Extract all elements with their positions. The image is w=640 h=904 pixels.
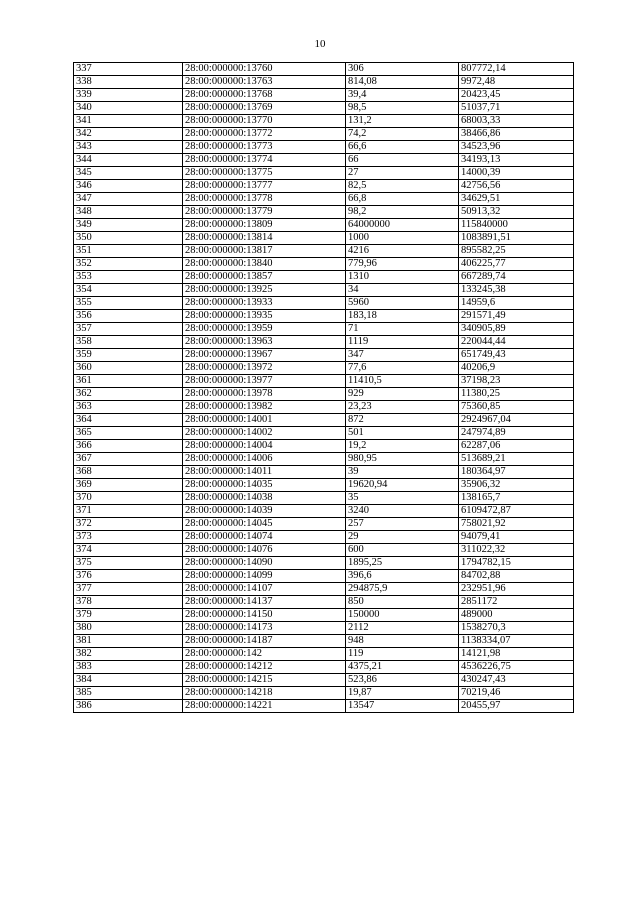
cadastral-number-cell: 28:00:000000:14045 bbox=[183, 518, 346, 531]
table-row bbox=[74, 232, 574, 245]
area-cell: 306 bbox=[346, 63, 459, 76]
table-row bbox=[74, 310, 574, 323]
area-cell: 257 bbox=[346, 518, 459, 531]
table-row bbox=[74, 271, 574, 284]
row-number-cell: 348 bbox=[74, 206, 183, 219]
cadastral-number-cell: 28:00:000000:13770 bbox=[183, 115, 346, 128]
value-cell: 68003,33 bbox=[459, 115, 574, 128]
area-cell: 29 bbox=[346, 531, 459, 544]
cadastral-number-cell: 28:00:000000:13777 bbox=[183, 180, 346, 193]
area-cell: 1895,25 bbox=[346, 557, 459, 570]
cadastral-number-cell: 28:00:000000:14011 bbox=[183, 466, 346, 479]
value-cell: 75360,85 bbox=[459, 401, 574, 414]
table-row bbox=[74, 557, 574, 570]
value-cell: 35906,32 bbox=[459, 479, 574, 492]
value-cell: 1538270,3 bbox=[459, 622, 574, 635]
row-number-cell: 383 bbox=[74, 661, 183, 674]
cadastral-number-cell: 28:00:000000:14002 bbox=[183, 427, 346, 440]
table-row bbox=[74, 427, 574, 440]
value-cell: 20455,97 bbox=[459, 700, 574, 713]
value-cell: 489000 bbox=[459, 609, 574, 622]
table-row bbox=[74, 258, 574, 271]
row-number-cell: 361 bbox=[74, 375, 183, 388]
cadastral-number-cell: 28:00:000000:13935 bbox=[183, 310, 346, 323]
row-number-cell: 368 bbox=[74, 466, 183, 479]
cadastral-number-cell: 28:00:000000:14076 bbox=[183, 544, 346, 557]
row-number-cell: 359 bbox=[74, 349, 183, 362]
area-cell: 850 bbox=[346, 596, 459, 609]
cadastral-number-cell: 28:00:000000:14001 bbox=[183, 414, 346, 427]
value-cell: 40206,9 bbox=[459, 362, 574, 375]
value-cell: 6109472,87 bbox=[459, 505, 574, 518]
cadastral-number-cell: 28:00:000000:14221 bbox=[183, 700, 346, 713]
value-cell: 895582,25 bbox=[459, 245, 574, 258]
row-number-cell: 375 bbox=[74, 557, 183, 570]
value-cell: 34629,51 bbox=[459, 193, 574, 206]
row-number-cell: 380 bbox=[74, 622, 183, 635]
row-number-cell: 357 bbox=[74, 323, 183, 336]
row-number-cell: 337 bbox=[74, 63, 183, 76]
cadastral-number-cell: 28:00:000000:13774 bbox=[183, 154, 346, 167]
value-cell: 4536226,75 bbox=[459, 661, 574, 674]
value-cell: 14121,98 bbox=[459, 648, 574, 661]
cadastral-number-cell: 28:00:000000:13760 bbox=[183, 63, 346, 76]
row-number-cell: 381 bbox=[74, 635, 183, 648]
table-row bbox=[74, 492, 574, 505]
value-cell: 2924967,04 bbox=[459, 414, 574, 427]
value-cell: 180364,97 bbox=[459, 466, 574, 479]
value-cell: 38466,86 bbox=[459, 128, 574, 141]
table-row bbox=[74, 167, 574, 180]
area-cell: 294875,9 bbox=[346, 583, 459, 596]
area-cell: 98,5 bbox=[346, 102, 459, 115]
cadastral-number-cell: 28:00:000000:14035 bbox=[183, 479, 346, 492]
area-cell: 3240 bbox=[346, 505, 459, 518]
row-number-cell: 349 bbox=[74, 219, 183, 232]
cadastral-number-cell: 28:00:000000:13763 bbox=[183, 76, 346, 89]
row-number-cell: 353 bbox=[74, 271, 183, 284]
area-cell: 4375,21 bbox=[346, 661, 459, 674]
row-number-cell: 370 bbox=[74, 492, 183, 505]
value-cell: 50913,32 bbox=[459, 206, 574, 219]
row-number-cell: 373 bbox=[74, 531, 183, 544]
cadastral-number-cell: 28:00:000000:13814 bbox=[183, 232, 346, 245]
table-row bbox=[74, 479, 574, 492]
row-number-cell: 379 bbox=[74, 609, 183, 622]
area-cell: 66,6 bbox=[346, 141, 459, 154]
value-cell: 94079,41 bbox=[459, 531, 574, 544]
row-number-cell: 350 bbox=[74, 232, 183, 245]
value-cell: 115840000 bbox=[459, 219, 574, 232]
cadastral-number-cell: 28:00:000000:13768 bbox=[183, 89, 346, 102]
row-number-cell: 377 bbox=[74, 583, 183, 596]
row-number-cell: 354 bbox=[74, 284, 183, 297]
table-row bbox=[74, 180, 574, 193]
area-cell: 11410,5 bbox=[346, 375, 459, 388]
value-cell: 651749,43 bbox=[459, 349, 574, 362]
area-cell: 98,2 bbox=[346, 206, 459, 219]
table-row bbox=[74, 63, 574, 76]
table-row bbox=[74, 609, 574, 622]
cadastral-number-cell: 28:00:000000:13972 bbox=[183, 362, 346, 375]
table-row bbox=[74, 674, 574, 687]
area-cell: 13547 bbox=[346, 700, 459, 713]
area-cell: 66 bbox=[346, 154, 459, 167]
cadastral-number-cell: 28:00:000000:13925 bbox=[183, 284, 346, 297]
table-row bbox=[74, 206, 574, 219]
table-row bbox=[74, 141, 574, 154]
cadastral-number-cell: 28:00:000000:13778 bbox=[183, 193, 346, 206]
row-number-cell: 369 bbox=[74, 479, 183, 492]
area-cell: 5960 bbox=[346, 297, 459, 310]
row-number-cell: 376 bbox=[74, 570, 183, 583]
value-cell: 62287,06 bbox=[459, 440, 574, 453]
area-cell: 27 bbox=[346, 167, 459, 180]
area-cell: 19,2 bbox=[346, 440, 459, 453]
area-cell: 1000 bbox=[346, 232, 459, 245]
row-number-cell: 344 bbox=[74, 154, 183, 167]
area-cell: 82,5 bbox=[346, 180, 459, 193]
table-row bbox=[74, 453, 574, 466]
row-number-cell: 365 bbox=[74, 427, 183, 440]
row-number-cell: 386 bbox=[74, 700, 183, 713]
cadastral-number-cell: 28:00:000000:13773 bbox=[183, 141, 346, 154]
table-row bbox=[74, 76, 574, 89]
value-cell: 1083891,51 bbox=[459, 232, 574, 245]
cadastral-number-cell: 28:00:000000:13769 bbox=[183, 102, 346, 115]
value-cell: 70219,46 bbox=[459, 687, 574, 700]
value-cell: 1794782,15 bbox=[459, 557, 574, 570]
value-cell: 2851172 bbox=[459, 596, 574, 609]
area-cell: 948 bbox=[346, 635, 459, 648]
table-row bbox=[74, 401, 574, 414]
cadastral-number-cell: 28:00:000000:14107 bbox=[183, 583, 346, 596]
cadastral-number-cell: 28:00:000000:14187 bbox=[183, 635, 346, 648]
value-cell: 133245,38 bbox=[459, 284, 574, 297]
cadastral-number-cell: 28:00:000000:14218 bbox=[183, 687, 346, 700]
row-number-cell: 385 bbox=[74, 687, 183, 700]
table-row bbox=[74, 388, 574, 401]
table-row bbox=[74, 414, 574, 427]
area-cell: 1310 bbox=[346, 271, 459, 284]
value-cell: 513689,21 bbox=[459, 453, 574, 466]
area-cell: 183,18 bbox=[346, 310, 459, 323]
value-cell: 37198,23 bbox=[459, 375, 574, 388]
row-number-cell: 339 bbox=[74, 89, 183, 102]
area-cell: 600 bbox=[346, 544, 459, 557]
row-number-cell: 374 bbox=[74, 544, 183, 557]
cadastral-number-cell: 28:00:000000:13959 bbox=[183, 323, 346, 336]
value-cell: 34193,13 bbox=[459, 154, 574, 167]
cadastral-number-cell: 28:00:000000:14038 bbox=[183, 492, 346, 505]
row-number-cell: 384 bbox=[74, 674, 183, 687]
table-row bbox=[74, 531, 574, 544]
table-row bbox=[74, 661, 574, 674]
table-row bbox=[74, 375, 574, 388]
table-row bbox=[74, 154, 574, 167]
cadastral-number-cell: 28:00:000000:13775 bbox=[183, 167, 346, 180]
table-row bbox=[74, 518, 574, 531]
table-row bbox=[74, 596, 574, 609]
area-cell: 19620,94 bbox=[346, 479, 459, 492]
table-row bbox=[74, 349, 574, 362]
value-cell: 84702,88 bbox=[459, 570, 574, 583]
row-number-cell: 364 bbox=[74, 414, 183, 427]
cadastral-number-cell: 28:00:000000:13978 bbox=[183, 388, 346, 401]
table-row bbox=[74, 466, 574, 479]
table-row bbox=[74, 245, 574, 258]
cadastral-number-cell: 28:00:000000:13772 bbox=[183, 128, 346, 141]
table-row bbox=[74, 297, 574, 310]
row-number-cell: 346 bbox=[74, 180, 183, 193]
value-cell: 311022,32 bbox=[459, 544, 574, 557]
row-number-cell: 366 bbox=[74, 440, 183, 453]
value-cell: 406225,77 bbox=[459, 258, 574, 271]
value-cell: 667289,74 bbox=[459, 271, 574, 284]
cadastral-number-cell: 28:00:000000:14099 bbox=[183, 570, 346, 583]
area-cell: 34 bbox=[346, 284, 459, 297]
row-number-cell: 360 bbox=[74, 362, 183, 375]
row-number-cell: 355 bbox=[74, 297, 183, 310]
cadastral-number-cell: 28:00:000000:13779 bbox=[183, 206, 346, 219]
table-row bbox=[74, 219, 574, 232]
value-cell: 51037,71 bbox=[459, 102, 574, 115]
cadastral-number-cell: 28:00:000000:14039 bbox=[183, 505, 346, 518]
value-cell: 430247,43 bbox=[459, 674, 574, 687]
area-cell: 119 bbox=[346, 648, 459, 661]
cadastral-number-cell: 28:00:000000:13967 bbox=[183, 349, 346, 362]
area-cell: 523,86 bbox=[346, 674, 459, 687]
cadastral-number-cell: 28:00:000000:13977 bbox=[183, 375, 346, 388]
cadastral-number-cell: 28:00:000000:13857 bbox=[183, 271, 346, 284]
area-cell: 980,95 bbox=[346, 453, 459, 466]
area-cell: 66,8 bbox=[346, 193, 459, 206]
table-row bbox=[74, 362, 574, 375]
area-cell: 347 bbox=[346, 349, 459, 362]
table-row bbox=[74, 336, 574, 349]
area-cell: 4216 bbox=[346, 245, 459, 258]
value-cell: 807772,14 bbox=[459, 63, 574, 76]
area-cell: 1119 bbox=[346, 336, 459, 349]
row-number-cell: 343 bbox=[74, 141, 183, 154]
value-cell: 232951,96 bbox=[459, 583, 574, 596]
data-table bbox=[73, 62, 574, 713]
area-cell: 74,2 bbox=[346, 128, 459, 141]
value-cell: 9972,48 bbox=[459, 76, 574, 89]
area-cell: 77,6 bbox=[346, 362, 459, 375]
area-cell: 872 bbox=[346, 414, 459, 427]
area-cell: 39,4 bbox=[346, 89, 459, 102]
row-number-cell: 382 bbox=[74, 648, 183, 661]
cadastral-number-cell: 28:00:000000:14150 bbox=[183, 609, 346, 622]
area-cell: 501 bbox=[346, 427, 459, 440]
row-number-cell: 341 bbox=[74, 115, 183, 128]
page-number: 10 bbox=[314, 38, 326, 50]
row-number-cell: 371 bbox=[74, 505, 183, 518]
area-cell: 150000 bbox=[346, 609, 459, 622]
value-cell: 247974,89 bbox=[459, 427, 574, 440]
cadastral-number-cell: 28:00:000000:14173 bbox=[183, 622, 346, 635]
value-cell: 291571,49 bbox=[459, 310, 574, 323]
value-cell: 11380,25 bbox=[459, 388, 574, 401]
value-cell: 1138334,07 bbox=[459, 635, 574, 648]
value-cell: 14000,39 bbox=[459, 167, 574, 180]
area-cell: 64000000 bbox=[346, 219, 459, 232]
table-row bbox=[74, 89, 574, 102]
value-cell: 34523,96 bbox=[459, 141, 574, 154]
cadastral-number-cell: 28:00:000000:14212 bbox=[183, 661, 346, 674]
table-row bbox=[74, 648, 574, 661]
table-body bbox=[74, 63, 574, 713]
row-number-cell: 352 bbox=[74, 258, 183, 271]
table-row bbox=[74, 193, 574, 206]
value-cell: 20423,45 bbox=[459, 89, 574, 102]
cadastral-number-cell: 28:00:000000:14006 bbox=[183, 453, 346, 466]
table-row bbox=[74, 440, 574, 453]
area-cell: 39 bbox=[346, 466, 459, 479]
cadastral-number-cell: 28:00:000000:13840 bbox=[183, 258, 346, 271]
row-number-cell: 345 bbox=[74, 167, 183, 180]
value-cell: 138165,7 bbox=[459, 492, 574, 505]
value-cell: 340905,89 bbox=[459, 323, 574, 336]
area-cell: 779,96 bbox=[346, 258, 459, 271]
cadastral-number-cell: 28:00:000000:13809 bbox=[183, 219, 346, 232]
cadastral-number-cell: 28:00:000000:14137 bbox=[183, 596, 346, 609]
row-number-cell: 338 bbox=[74, 76, 183, 89]
cadastral-number-cell: 28:00:000000:142 bbox=[183, 648, 346, 661]
cadastral-number-cell: 28:00:000000:14090 bbox=[183, 557, 346, 570]
area-cell: 396,6 bbox=[346, 570, 459, 583]
area-cell: 23,23 bbox=[346, 401, 459, 414]
value-cell: 14959,6 bbox=[459, 297, 574, 310]
table-row bbox=[74, 102, 574, 115]
row-number-cell: 351 bbox=[74, 245, 183, 258]
area-cell: 35 bbox=[346, 492, 459, 505]
row-number-cell: 363 bbox=[74, 401, 183, 414]
table-row bbox=[74, 284, 574, 297]
area-cell: 71 bbox=[346, 323, 459, 336]
cadastral-number-cell: 28:00:000000:14004 bbox=[183, 440, 346, 453]
value-cell: 758021,92 bbox=[459, 518, 574, 531]
value-cell: 42756,56 bbox=[459, 180, 574, 193]
table-row bbox=[74, 544, 574, 557]
cadastral-number-cell: 28:00:000000:13982 bbox=[183, 401, 346, 414]
table-row bbox=[74, 128, 574, 141]
table-row bbox=[74, 505, 574, 518]
table-row bbox=[74, 687, 574, 700]
row-number-cell: 340 bbox=[74, 102, 183, 115]
area-cell: 131,2 bbox=[346, 115, 459, 128]
table-row bbox=[74, 635, 574, 648]
area-cell: 19,87 bbox=[346, 687, 459, 700]
row-number-cell: 372 bbox=[74, 518, 183, 531]
area-cell: 2112 bbox=[346, 622, 459, 635]
row-number-cell: 362 bbox=[74, 388, 183, 401]
table-row bbox=[74, 700, 574, 713]
row-number-cell: 347 bbox=[74, 193, 183, 206]
cadastral-number-cell: 28:00:000000:13963 bbox=[183, 336, 346, 349]
table-row bbox=[74, 583, 574, 596]
row-number-cell: 367 bbox=[74, 453, 183, 466]
cadastral-number-cell: 28:00:000000:14074 bbox=[183, 531, 346, 544]
table-row bbox=[74, 570, 574, 583]
row-number-cell: 356 bbox=[74, 310, 183, 323]
area-cell: 814,08 bbox=[346, 76, 459, 89]
table-row bbox=[74, 323, 574, 336]
cadastral-number-cell: 28:00:000000:13933 bbox=[183, 297, 346, 310]
table-row bbox=[74, 115, 574, 128]
area-cell: 929 bbox=[346, 388, 459, 401]
table-row bbox=[74, 622, 574, 635]
cadastral-number-cell: 28:00:000000:14215 bbox=[183, 674, 346, 687]
row-number-cell: 378 bbox=[74, 596, 183, 609]
row-number-cell: 358 bbox=[74, 336, 183, 349]
value-cell: 220044,44 bbox=[459, 336, 574, 349]
row-number-cell: 342 bbox=[74, 128, 183, 141]
cadastral-number-cell: 28:00:000000:13817 bbox=[183, 245, 346, 258]
